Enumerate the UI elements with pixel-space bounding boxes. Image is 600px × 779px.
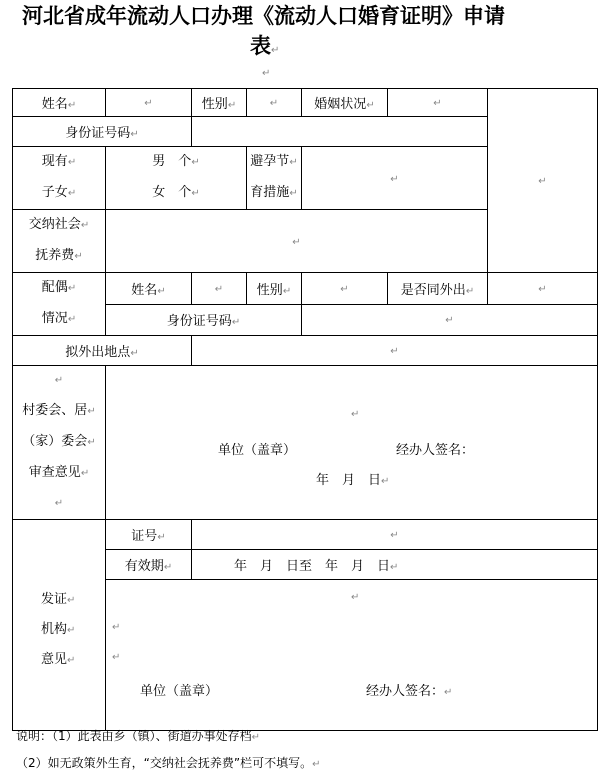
title-line-1: 河北省成年流动人口办理《流动人口婚育证明》申请 xyxy=(22,4,505,28)
field-spouse-name[interactable]: ↵ xyxy=(192,273,247,305)
issuer-unit-seal: 单位（盖章） xyxy=(140,684,219,699)
field-cert-number[interactable]: ↵ xyxy=(192,520,598,550)
paragraph-mark: ↵ xyxy=(262,68,271,79)
label-spouse: 配偶↵ 情况↵ xyxy=(13,273,106,336)
label-accompany: 是否同外出↵ xyxy=(388,273,488,305)
committee-date: 年 月 日↵ xyxy=(316,472,390,488)
field-contraception[interactable]: ↵ xyxy=(302,147,488,210)
committee-unit-seal: 单位（盖章） xyxy=(218,442,297,458)
field-gender[interactable]: ↵ xyxy=(247,89,302,117)
label-spouse-name: 姓名↵ xyxy=(106,273,192,305)
application-form-table xyxy=(12,88,598,731)
label-committee-review: ↵ 村委会、居↵ （家）委会↵ 审查意见↵ ↵ xyxy=(13,366,106,520)
field-name[interactable]: ↵ xyxy=(106,89,192,117)
label-validity: 有效期↵ xyxy=(106,550,192,580)
label-issuer-opinion: 发证↵ 机构↵ 意见↵ xyxy=(13,520,106,731)
label-spouse-id: 身份证号码↵ xyxy=(106,304,302,336)
label-cert-number: 证号↵ xyxy=(106,520,192,550)
label-gender: 性别↵ xyxy=(192,89,247,117)
field-issuer-opinion[interactable]: ↵ ↵ ↵ 单位（盖章） 经办人签名：↵ xyxy=(106,580,598,731)
committee-handler-sign: 经办人签名： xyxy=(396,442,475,458)
field-children-count[interactable]: 男 个↵ 女 个↵ xyxy=(106,147,247,210)
label-contraception: 避孕节↵ 育措施↵ xyxy=(247,147,302,210)
field-marital-status[interactable]: ↵ xyxy=(388,89,488,117)
field-social-support-fee[interactable]: ↵ xyxy=(106,210,488,273)
note-1: 说明：（1）此表由乡（镇）、街道办事处存档↵ xyxy=(16,729,261,743)
field-validity[interactable]: 年 月 日至 年 月 日↵ xyxy=(192,550,598,580)
field-id-number[interactable] xyxy=(192,117,488,147)
field-spouse-gender[interactable]: ↵ xyxy=(302,273,388,305)
label-id-number: 身份证号码↵ xyxy=(13,117,192,147)
title-line-2: 表↵ xyxy=(250,34,280,58)
field-committee-review[interactable]: ↵ 单位（盖章） 经办人签名： 年 月 日↵ xyxy=(106,366,598,520)
note-2: （2）如无政策外生育，“交纳社会抚养费”栏可不填写。↵ xyxy=(16,756,321,770)
label-name: 姓名↵ xyxy=(13,89,106,117)
field-spouse-id[interactable]: ↵ xyxy=(302,304,598,336)
label-spouse-gender: 性别↵ xyxy=(247,273,302,305)
label-children: 现有↵ 子女↵ xyxy=(13,147,106,210)
field-accompany[interactable]: ↵ xyxy=(488,273,598,305)
photo-area: ↵ xyxy=(488,89,598,273)
label-social-support-fee: 交纳社会↵ 抚养费↵ xyxy=(13,210,106,273)
label-destination: 拟外出地点↵ xyxy=(13,336,192,366)
label-marital-status: 婚姻状况↵ xyxy=(302,89,388,117)
field-destination[interactable]: ↵ xyxy=(192,336,598,366)
issuer-handler-sign: 经办人签名：↵ xyxy=(366,684,453,699)
